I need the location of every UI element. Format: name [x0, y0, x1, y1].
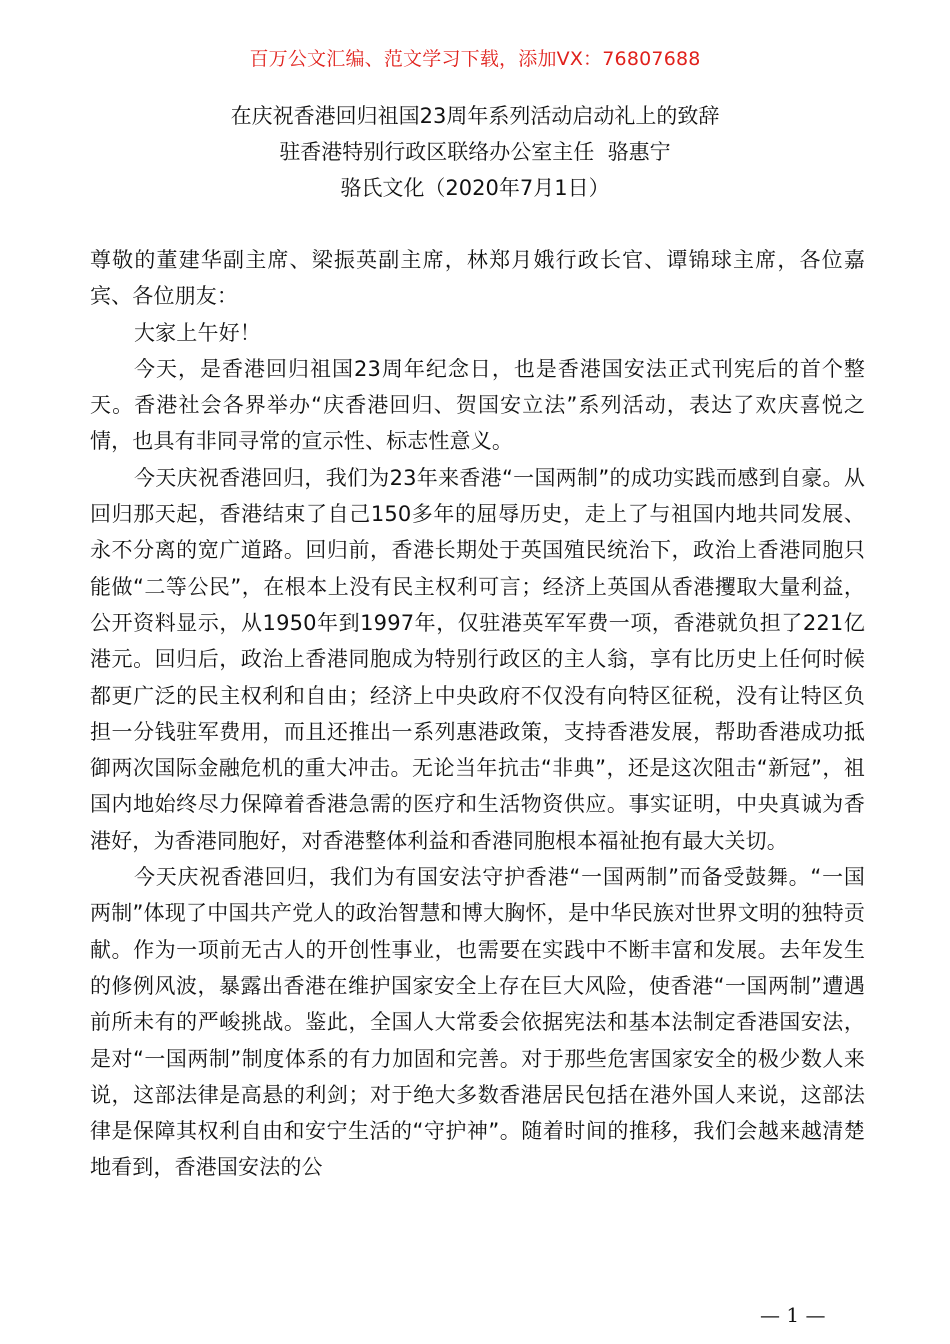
source-date-line: 骆氏文化（2020年7月1日） — [340, 176, 610, 200]
speaker-line: 驻香港特别行政区联络办公室主任 骆惠宁 — [279, 140, 671, 164]
speech-title: 在庆祝香港回归祖国23周年系列活动启动礼上的致辞 — [230, 104, 720, 128]
page-number: — 1 — — [760, 1303, 826, 1327]
speech-body — [90, 242, 865, 1186]
title-block — [0, 98, 950, 206]
paragraph-2: 今天庆祝香港回归，我们为23年来香港“一国两制”的成功实践而感到自豪。从回归那天起，香港结束了自己150多年的屈辱历史，走上了与祖国内地共同发展、永不分离的宽广道路。回归前，香港长期处于英国殖民统治下，政治上香港同胞只能做“二等公民”，在根本上没有民主权利可言；经济上英国从香港攫取大量利益，公开资料显示，从1950年到1997年，仅驻港英军军费一项，香港就负担了221亿港元。回归后，政治上香港同胞成为特别行政区的主人翁，享有比历史上任何时候都更广泛的民主权利和自由；经济上中央政府不仅没有向特区征税，没有让特区负担一分钱驻军费用，而且还推出一系列惠港政策，支持香港发展，帮助香港成功抵御两次国际金融危机的重大冲击。无论当年抗击“非典”，还是这次阻击“新冠”，祖国内地始终尽力保障着香港急需的医疗和生活物资供应。事实证明，中央真诚为香港好，为香港同胞好，对香港整体利益和香港同胞根本福祉抱有最大关切。 — [90, 465, 865, 853]
greeting: 大家上午好！ — [134, 320, 261, 345]
paragraph-1: 今天，是香港回归祖国23周年纪念日，也是香港国安法正式刊宪后的首个整天。香港社会各界举办“庆香港回归、贺国安立法”系列活动，表达了欢庆喜悦之情，也具有非同寻常的宣示性、标志性意义。 — [90, 356, 865, 454]
header-watermark: 百万公文汇编、范文学习下载，添加VX：76807688 — [249, 48, 701, 70]
paragraph-3: 今天庆祝香港回归，我们为有国安法守护香港“一国两制”而备受鼓舞。“一国两制”体现了中国共产党人的政治智慧和博大胸怀，是中华民族对世界文明的独特贡献。作为一项前无古人的开创性事业，也需要在实践中不断丰富和发展。去年发生的修例风波，暴露出香港在维护国家安全上存在巨大风险，使香港“一国两制”遭遇前所未有的严峻挑战。鉴此，全国人大常委会依据宪法和基本法制定香港国安法，是对“一国两制”制度体系的有力加固和完善。对于那些危害国家安全的极少数人来说，这部法律是高悬的利剑；对于绝大多数香港居民包括在港外国人来说，这部法律是保障其权利自由和安宁生活的“守护神”。随着时间的推移，我们会越来越清楚地看到，香港国安法的公 — [90, 865, 865, 1180]
salutation: 尊敬的董建华副主席、梁振英副主席，林郑月娥行政长官、谭锦球主席，各位嘉宾、各位朋友： — [90, 248, 865, 309]
